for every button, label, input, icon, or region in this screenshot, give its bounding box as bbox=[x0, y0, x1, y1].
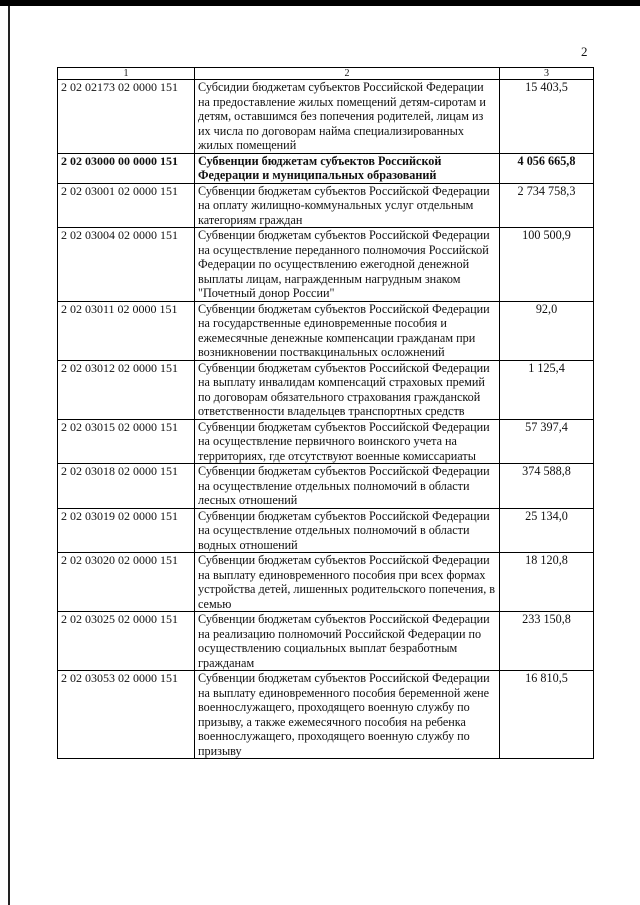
row-value-cell: 374 588,8 bbox=[500, 464, 594, 509]
page-number: 2 bbox=[581, 44, 588, 59]
table-row bbox=[58, 612, 594, 671]
row-name-cell: Субвенции бюджетам субъектов Российской Федерации на выплату единовременного пособия при всех формах устройства детей, лишенных родительского попечения, в семью bbox=[195, 553, 500, 612]
row-name-cell: Субвенции бюджетам субъектов Российской Федерации на осуществление отдельных полномочий в области водных отношений bbox=[195, 508, 500, 553]
row-value-cell: 57 397,4 bbox=[500, 419, 594, 464]
table-row bbox=[58, 464, 594, 509]
row-value-cell: 233 150,8 bbox=[500, 612, 594, 671]
row-name-cell: Субсидии бюджетам субъектов Российской Федерации на предоставление жилых помещений детям-сиротам и детям, оставшимся без попечения родителей, лицам из их числа по договорам найма специализированных жилых помещений bbox=[195, 80, 500, 154]
row-code-cell: 2 02 03020 02 0000 151 bbox=[58, 553, 195, 612]
row-name-cell: Субвенции бюджетам субъектов Российской Федерации на государственные единовременные пособия и ежемесячные денежные компенсации гражданам при возникновении поствакцинальных осложнений bbox=[195, 301, 500, 360]
table-row bbox=[58, 228, 594, 302]
table-row bbox=[58, 80, 594, 154]
row-name-cell: Субвенции бюджетам субъектов Российской Федерации на выплату единовременного пособия беременной жене военнослужащего, проходящего военную службу по призыву, а также ежемесячного пособия на ребенка военнослужащего, проходящего военную службу по призыву bbox=[195, 671, 500, 759]
table-row bbox=[58, 671, 594, 759]
row-name-cell: Субвенции бюджетам субъектов Российской Федерации на оплату жилищно-коммунальных услуг отдельным категориям граждан bbox=[195, 183, 500, 228]
row-name-cell: Субвенции бюджетам субъектов Российской Федерации на осуществление переданного полномочия Российской Федерации по осуществлению ежегодной денежной выплаты лицам, награжденным нагрудным знаком "Почетный донор России" bbox=[195, 228, 500, 302]
row-code-cell: 2 02 03000 00 0000 151 bbox=[58, 153, 195, 183]
row-value-cell: 2 734 758,3 bbox=[500, 183, 594, 228]
row-code-cell: 2 02 03019 02 0000 151 bbox=[58, 508, 195, 553]
row-code-cell: 2 02 03001 02 0000 151 bbox=[58, 183, 195, 228]
column-header-1: 1 bbox=[58, 68, 195, 80]
table-row bbox=[58, 183, 594, 228]
table-row bbox=[58, 360, 594, 419]
row-code-cell: 2 02 03011 02 0000 151 bbox=[58, 301, 195, 360]
row-name-cell: Субвенции бюджетам субъектов Российской Федерации на осуществление первичного воинского учета на территориях, где отсутствуют военные комиссариаты bbox=[195, 419, 500, 464]
left-scan-border bbox=[8, 6, 10, 905]
top-scan-border bbox=[0, 0, 640, 6]
row-value-cell: 1 125,4 bbox=[500, 360, 594, 419]
row-code-cell: 2 02 03004 02 0000 151 bbox=[58, 228, 195, 302]
row-code-cell: 2 02 03053 02 0000 151 bbox=[58, 671, 195, 759]
row-value-cell: 25 134,0 bbox=[500, 508, 594, 553]
row-code-cell: 2 02 03015 02 0000 151 bbox=[58, 419, 195, 464]
row-value-cell: 15 403,5 bbox=[500, 80, 594, 154]
table-row bbox=[58, 153, 594, 183]
row-code-cell: 2 02 03025 02 0000 151 bbox=[58, 612, 195, 671]
row-name-cell: Субвенции бюджетам субъектов Российской Федерации на выплату инвалидам компенсаций страховых премий по договорам обязательного страхования гражданской ответственности владельцев транспортных средств bbox=[195, 360, 500, 419]
table-row bbox=[58, 553, 594, 612]
row-value-cell: 16 810,5 bbox=[500, 671, 594, 759]
column-header-3: 3 bbox=[500, 68, 594, 80]
table-row bbox=[58, 419, 594, 464]
table-row bbox=[58, 301, 594, 360]
row-code-cell: 2 02 03018 02 0000 151 bbox=[58, 464, 195, 509]
row-value-cell: 4 056 665,8 bbox=[500, 153, 594, 183]
row-value-cell: 18 120,8 bbox=[500, 553, 594, 612]
header-row bbox=[58, 68, 594, 80]
column-header-2: 2 bbox=[195, 68, 500, 80]
row-value-cell: 92,0 bbox=[500, 301, 594, 360]
row-name-cell: Субвенции бюджетам субъектов Российской Федерации и муниципальных образований bbox=[195, 153, 500, 183]
budget-table bbox=[57, 67, 594, 759]
row-code-cell: 2 02 03012 02 0000 151 bbox=[58, 360, 195, 419]
row-name-cell: Субвенции бюджетам субъектов Российской Федерации на реализацию полномочий Российской Федерации по осуществлению социальных выплат безработным гражданам bbox=[195, 612, 500, 671]
row-name-cell: Субвенции бюджетам субъектов Российской Федерации на осуществление отдельных полномочий в области лесных отношений bbox=[195, 464, 500, 509]
row-code-cell: 2 02 02173 02 0000 151 bbox=[58, 80, 195, 154]
table-row bbox=[58, 508, 594, 553]
row-value-cell: 100 500,9 bbox=[500, 228, 594, 302]
